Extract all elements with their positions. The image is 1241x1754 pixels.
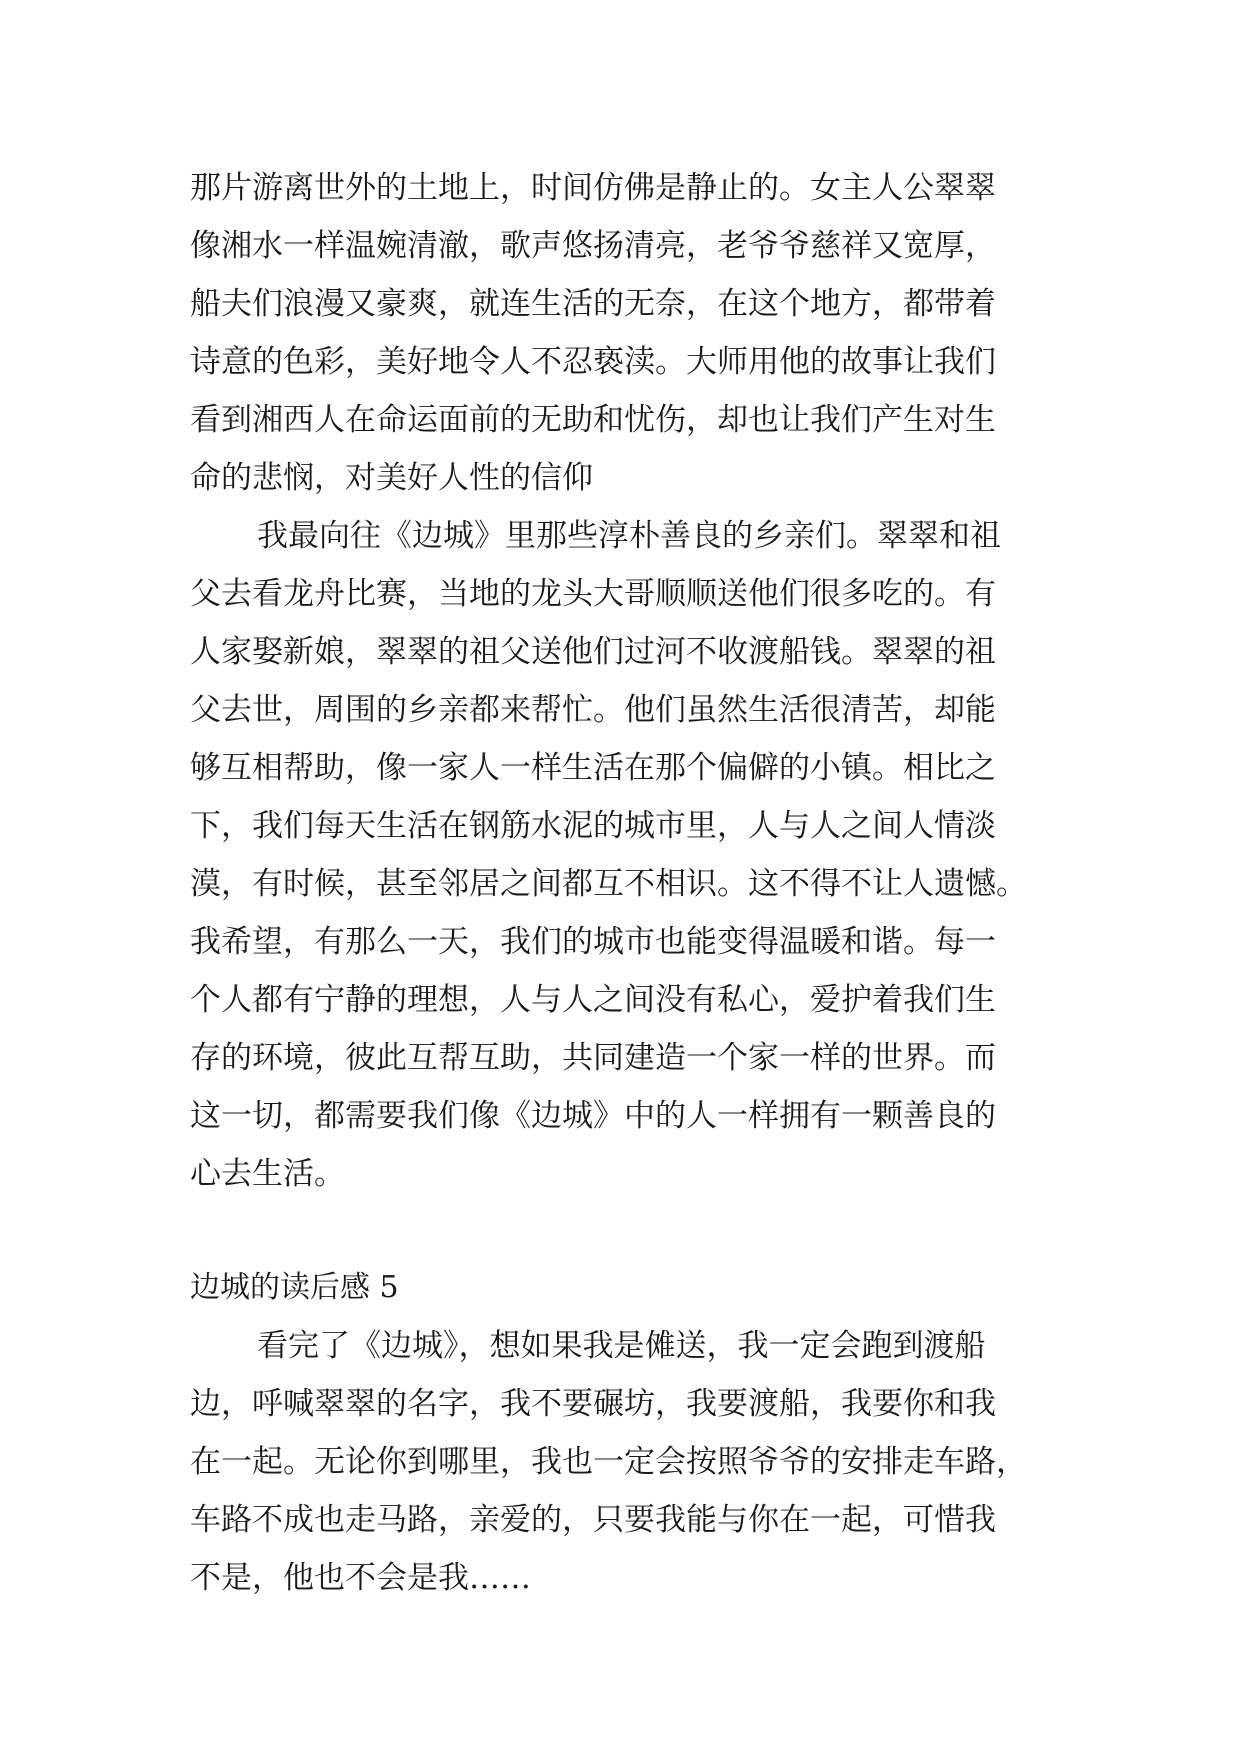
paragraph-3-line: 车路不成也走马路，亲爱的，只要我能与你在一起，可惜我 [190,1502,996,1538]
paragraph-2-line: 漠，有时候，甚至邻居之间都互不相识。这不得不让人遗憾。 [190,866,1027,902]
paragraph-1-line: 看到湘西人在命运面前的无助和忧伤，却也让我们产生对生 [190,402,996,438]
paragraph-1-line: 命的悲悯，对美好人性的信仰 [190,460,593,496]
paragraph-3-line: 不是，他也不会是我…… [190,1560,531,1596]
paragraph-3-line: 边，呼喊翠翠的名字，我不要碾坊，我要渡船，我要你和我 [190,1386,996,1422]
paragraph-2-line: 我希望，有那么一天，我们的城市也能变得温暖和谐。每一 [190,924,996,960]
paragraph-3-line: 在一起。无论你到哪里，我也一定会按照爷爷的安排走车路， [190,1444,1027,1480]
paragraph-3-line: 看完了《边城》，想如果我是傩送，我一定会跑到渡船 [257,1328,986,1364]
paragraph-2-line: 存的环境，彼此互帮互助，共同建造一个家一样的世界。而 [190,1040,996,1076]
paragraph-1-line: 诗意的色彩，美好地令人不忍亵渎。大师用他的故事让我们 [190,344,996,380]
paragraph-2-line: 下，我们每天生活在钢筋水泥的城市里，人与人之间人情淡 [190,808,996,844]
paragraph-1-line: 那片游离世外的土地上，时间仿佛是静止的。女主人公翠翠 [190,170,996,206]
paragraph-2-line: 人家娶新娘，翠翠的祖父送他们过河不收渡船钱。翠翠的祖 [190,634,996,670]
paragraph-2-line: 父去看龙舟比赛，当地的龙头大哥顺顺送他们很多吃的。有 [190,576,996,612]
paragraph-2-line: 心去生活。 [190,1156,345,1192]
paragraph-1-line: 船夫们浪漫又豪爽，就连生活的无奈，在这个地方，都带着 [190,286,996,322]
paragraph-2-line: 个人都有宁静的理想，人与人之间没有私心，爱护着我们生 [190,982,996,1018]
paragraph-2-line: 我最向往《边城》里那些淳朴善良的乡亲们。翠翠和祖 [257,518,1001,554]
section-heading: 边城的读后感 5 [190,1270,399,1305]
paragraph-2-line: 父去世，周围的乡亲都来帮忙。他们虽然生活很清苦，却能 [190,692,996,728]
paragraph-2-line: 够互相帮助，像一家人一样生活在那个偏僻的小镇。相比之 [190,750,996,786]
paragraph-1-line: 像湘水一样温婉清澈，歌声悠扬清亮，老爷爷慈祥又宽厚， [190,228,996,264]
paragraph-2-line: 这一切，都需要我们像《边城》中的人一样拥有一颗善良的 [190,1098,996,1134]
